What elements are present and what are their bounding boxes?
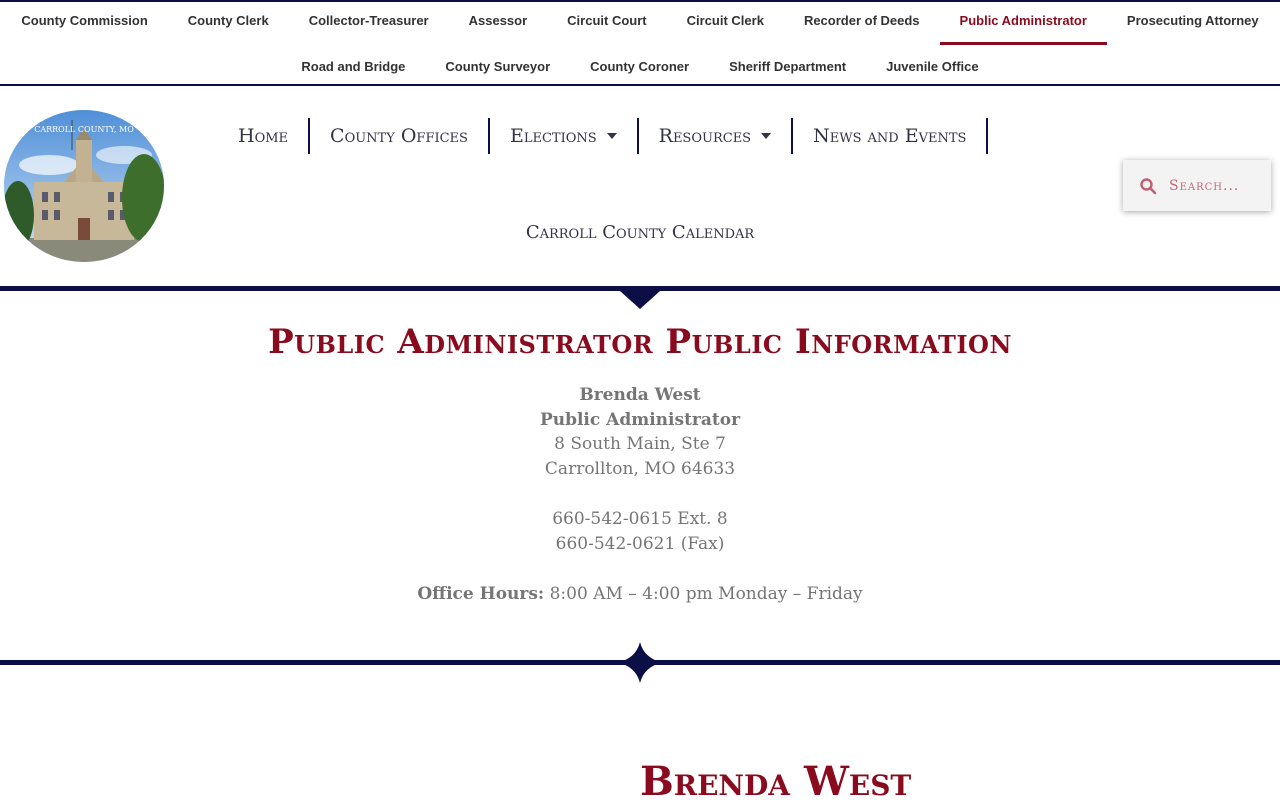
main-nav-news-and-events[interactable]	[793, 118, 986, 154]
nav-separator	[986, 118, 988, 154]
section-divider-bottom	[0, 640, 1280, 686]
main-nav-home[interactable]	[218, 118, 308, 154]
top-nav-circuit-court[interactable]: Circuit Court	[567, 13, 647, 28]
address-line-1: 8 South Main, Ste 7	[554, 434, 726, 454]
top-nav-prosecuting-attorney[interactable]: Prosecuting Attorney	[1126, 13, 1259, 28]
main-nav-resources[interactable]	[639, 118, 791, 154]
top-nav-collector-treasurer[interactable]: Collector-Treasurer	[308, 13, 429, 28]
address-line-2: Carrollton, MO 64633	[544, 458, 736, 479]
top-navigation	[0, 0, 1280, 86]
main-nav-county-offices[interactable]	[310, 118, 488, 154]
fax-number: 660-542-0621 (Fax)	[555, 533, 725, 554]
top-nav-county-coroner[interactable]: County Coroner	[590, 59, 690, 74]
contact-info	[0, 383, 1280, 556]
chevron-down-icon[interactable]	[607, 133, 617, 139]
top-nav-public-administrator[interactable]: Public Administrator	[940, 2, 1107, 44]
calendar-link[interactable]: Carroll County Calendar	[525, 222, 755, 243]
chevron-down-icon[interactable]	[761, 133, 771, 139]
main-nav-label: Resources	[658, 125, 752, 147]
top-nav-county-clerk[interactable]: County Clerk	[187, 13, 269, 28]
main-navigation	[218, 118, 988, 154]
search-input[interactable]	[1167, 177, 1271, 195]
section-divider-top	[0, 282, 1280, 312]
contact-role: Public Administrator	[539, 409, 741, 430]
search-icon[interactable]	[1139, 177, 1157, 195]
top-nav-assessor[interactable]: Assessor	[468, 13, 528, 28]
page-title: Public Administrator Public Information	[268, 322, 1012, 362]
top-nav-county-commission[interactable]: County Commission	[21, 13, 148, 28]
profile-heading: Brenda West	[640, 758, 912, 805]
search-box[interactable]	[1123, 160, 1271, 211]
top-nav-row-2	[0, 48, 1280, 84]
top-nav-road-and-bridge[interactable]: Road and Bridge	[301, 59, 406, 74]
office-hours-label: Office Hours:	[417, 584, 545, 604]
main-nav-label: Elections	[509, 125, 597, 147]
top-nav-row-1	[0, 2, 1280, 44]
top-nav-juvenile-office[interactable]: Juvenile Office	[886, 59, 979, 74]
top-nav-circuit-clerk[interactable]: Circuit Clerk	[686, 13, 764, 28]
main-nav-label: News and Events	[813, 125, 967, 147]
main-nav-label: County Offices	[330, 125, 468, 147]
office-hours-value: 8:00 AM – 4:00 pm Monday – Friday	[544, 584, 863, 604]
top-nav-sheriff-department[interactable]: Sheriff Department	[729, 59, 847, 74]
main-nav-label: Home	[238, 125, 289, 147]
main-nav-elections[interactable]	[490, 118, 637, 154]
top-nav-county-surveyor[interactable]: County Surveyor	[445, 59, 551, 74]
logo-text: CARROLL COUNTY, MO	[34, 125, 134, 134]
top-nav-recorder-of-deeds[interactable]: Recorder of Deeds	[803, 13, 920, 28]
phone-number: 660-542-0615 Ext. 8	[552, 509, 728, 529]
office-hours	[0, 584, 1280, 604]
contact-name: Brenda West	[579, 385, 701, 405]
